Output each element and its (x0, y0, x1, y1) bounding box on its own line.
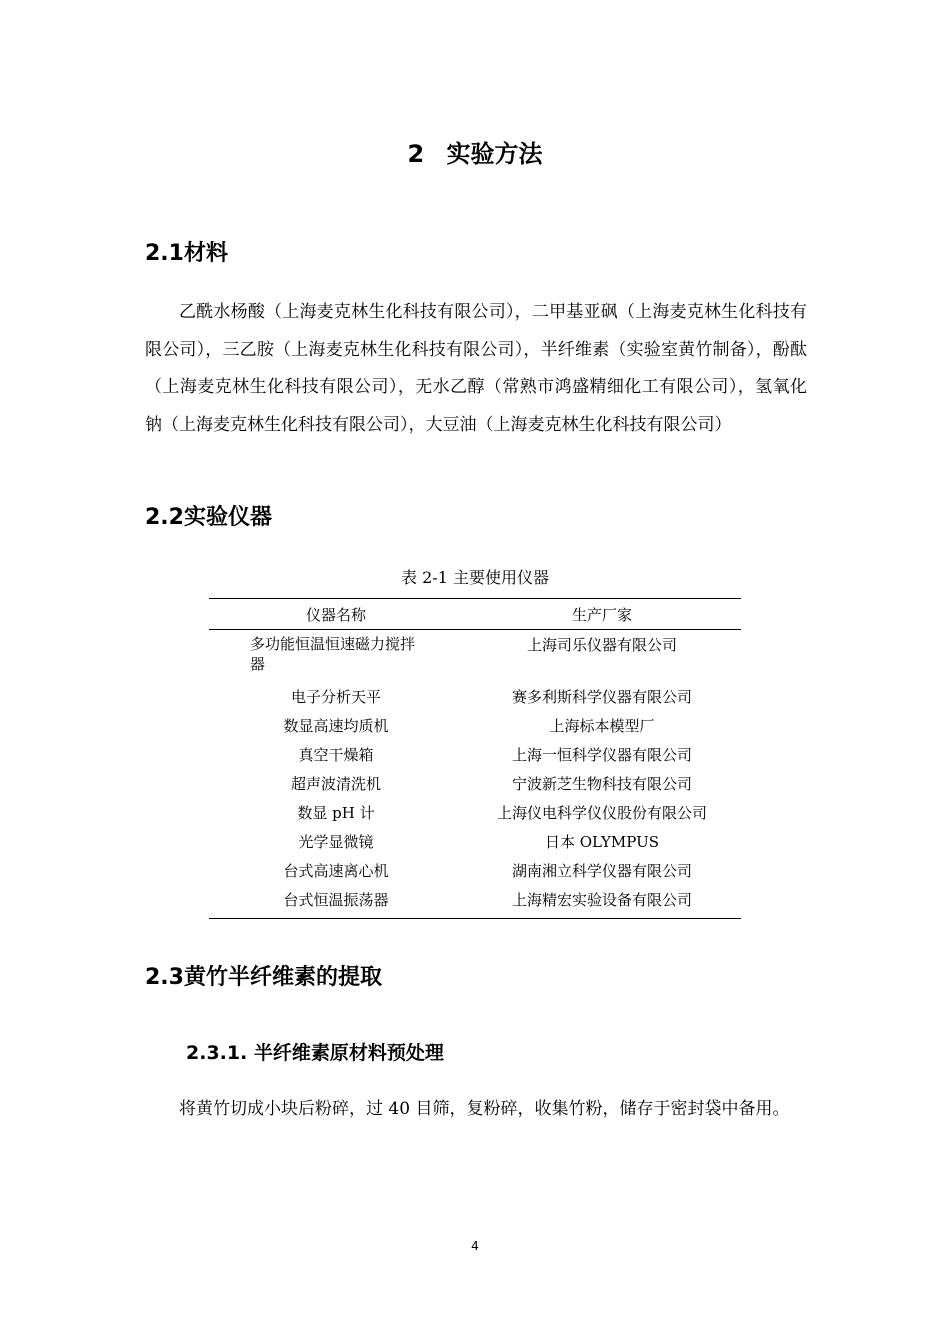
instrument-maker: 赛多利斯科学仪器有限公司 (511, 688, 692, 706)
instrument-name: 台式高速离心机 (283, 862, 389, 880)
instrument-table (209, 598, 741, 919)
section-heading-materials: 2.1材料 (145, 241, 228, 266)
chapter-title-text: 实验方法 (446, 140, 543, 168)
table-row (209, 711, 741, 740)
table-caption: 表 2-1 主要使用仪器 (401, 568, 549, 587)
table-row (209, 769, 741, 798)
instrument-name: 多功能恒温恒速磁力搅拌器 (250, 635, 416, 673)
page-number: 4 (471, 1239, 479, 1253)
table-row (209, 682, 741, 711)
table-row (209, 827, 741, 856)
instrument-maker: 上海标本模型厂 (549, 717, 655, 735)
instrument-name: 台式恒温振荡器 (283, 891, 389, 909)
instrument-name: 超声波清洗机 (290, 775, 381, 793)
instrument-name: 数显 pH 计 (297, 804, 375, 822)
table-row (209, 798, 741, 827)
section-heading-instruments: 2.2实验仪器 (145, 505, 272, 530)
column-header-maker: 生产厂家 (463, 599, 741, 630)
instrument-maker: 宁波新芝生物科技有限公司 (511, 775, 692, 793)
instrument-name: 电子分析天平 (290, 688, 381, 706)
instrument-maker: 上海精宏实验设备有限公司 (511, 891, 692, 909)
instrument-maker: 上海仪电科学仪仪股份有限公司 (496, 804, 707, 822)
instrument-maker: 日本 OLYMPUS (544, 833, 660, 851)
pretreatment-paragraph: 将黄竹切成小块后粉碎，过 40 目筛，复粉碎，收集竹粉，储存于密封袋中备用。 (179, 1099, 790, 1119)
materials-paragraph: 乙酰水杨酸（上海麦克林生化科技有限公司），二甲基亚砜（上海麦克林生化科技有限公司），三乙胺（上海麦克林生化科技有限公司），半纤维素（实验室黄竹制备），酚酞（上海麦克林生化科技有限公司），无水乙醇（常熟市鸿盛精细化工有限公司），氢氧化钠（上海麦克林生化科技有限公司），大豆油（上海麦克林生化科技有限公司） (145, 302, 807, 435)
chapter-title (0, 134, 950, 169)
instrument-name: 数显高速均质机 (283, 717, 389, 735)
column-header-name: 仪器名称 (209, 599, 463, 630)
table-row (209, 740, 741, 769)
instrument-maker: 湖南湘立科学仪器有限公司 (511, 862, 692, 880)
table-row (209, 885, 741, 919)
table-row (209, 630, 741, 683)
subsection-heading-pretreatment: 2.3.1. 半纤维素原材料预处理 (186, 1042, 444, 1064)
instrument-maker: 上海司乐仪器有限公司 (526, 636, 677, 654)
instrument-name: 真空干燥箱 (298, 746, 374, 764)
table-row (209, 856, 741, 885)
table-header-row (209, 599, 741, 630)
chapter-number: 2 (407, 140, 425, 168)
instrument-name: 光学显微镜 (298, 833, 374, 851)
section-heading-extraction: 2.3黄竹半纤维素的提取 (145, 965, 382, 990)
instrument-maker: 上海一恒科学仪器有限公司 (511, 746, 692, 764)
